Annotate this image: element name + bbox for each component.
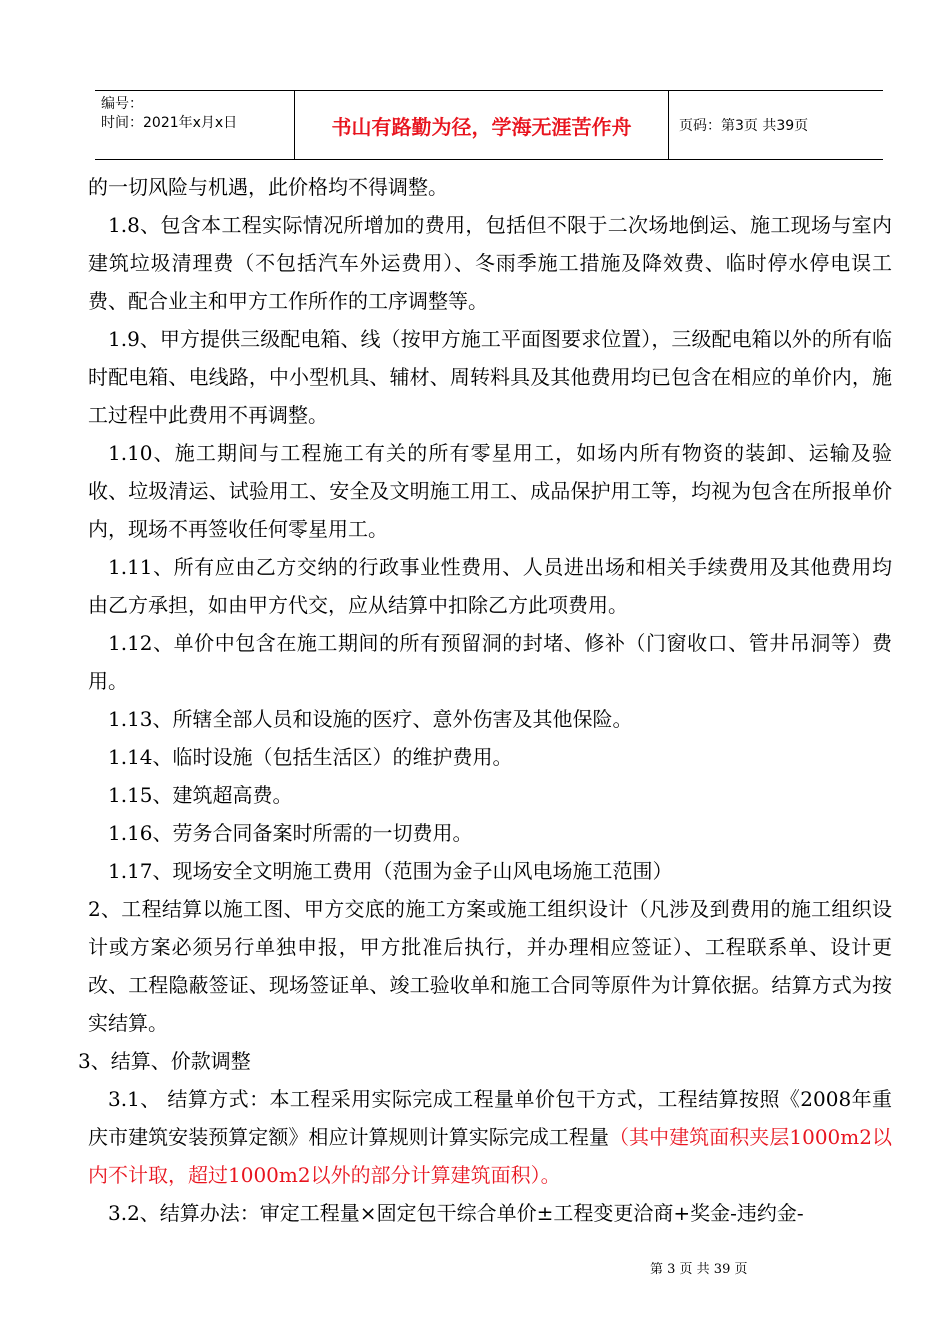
header-page-number: 页码：第3页 共39页 (679, 118, 809, 134)
paragraph: 1.14、临时设施（包括生活区）的维护费用。 (108, 745, 513, 769)
header-meta (95, 91, 295, 159)
paragraph: 1.15、建筑超高费。 (108, 783, 293, 807)
paragraph-3-1 (88, 1080, 892, 1194)
paragraph: 1.9、甲方提供三级配电箱、线（按甲方施工平面图要求位置），三级配电箱以外的所有临时配电箱、电线路，中小型机具、辅材、周转料具及其他费用均已包含在相应的单价内，施工过程中此费用不再调整。 (88, 327, 892, 427)
paragraph: 1.12、单价中包含在施工期间的所有预留洞的封堵、修补（门窗收口、管井吊洞等）费用。 (88, 631, 892, 693)
document-number: 编号： (101, 96, 143, 112)
paragraph: 1.11、所有应由乙方交纳的行政事业性费用、人员进出场和相关手续费用及其他费用均由乙方承担，如由甲方代交，应从结算中扣除乙方此项费用。 (88, 555, 892, 617)
page-header (95, 90, 883, 160)
document-body (78, 168, 892, 1232)
page-footer: 第 3 页 共 39 页 (650, 1262, 748, 1277)
paragraph: 1.16、劳务合同备案时所需的一切费用。 (108, 821, 473, 845)
header-motto: 书山有路勤为径，学海无涯苦作舟 (295, 91, 669, 159)
paragraph: 2、工程结算以施工图、甲方交底的施工方案或施工组织设计（凡涉及到费用的施工组织设计或方案必须另行单独申报，甲方批准后执行，并办理相应签证）、工程联系单、设计更改、工程隐蔽签证、现场签证单、竣工验收单和施工合同等原件为计算依据。结算方式为按实结算。 (88, 897, 892, 1035)
paragraph: 的一切风险与机遇，此价格均不得调整。 (88, 175, 448, 199)
paragraph: 1.8、包含本工程实际情况所增加的费用，包括但不限于二次场地倒运、施工现场与室内建筑垃圾清理费（不包括汽车外运费用）、冬雨季施工措施及降效费、临时停水停电误工费、配合业主和甲方工作所作的工序调整等。 (88, 213, 892, 313)
paragraph-3-1-text: 3.1、 结算方式：本工程采用实际完成工程量单价包干方式，工程结算按照《2008年重庆市建筑安装预算定额》相应计算规则计算实际完成工程量 (88, 1087, 892, 1149)
paragraph: 1.10、施工期间与工程施工有关的所有零星用工，如场内所有物资的装卸、运输及验收、垃圾清运、试验用工、安全及文明施工用工、成品保护用工等，均视为包含在所报单价内，现场不再签收任何零星用工。 (88, 441, 892, 541)
paragraph-3-2: 3.2、结算办法：审定工程量×固定包干综合单价±工程变更洽商+奖金-违约金- (108, 1201, 804, 1225)
document-time: 时间：2021年x月x日 (101, 115, 238, 131)
paragraph-3-1-highlight: （其中建筑面积夹层1000m2以内不计取，超过1000m2以外的部分计算建筑面积）。 (88, 1125, 892, 1187)
paragraph: 1.13、所辖全部人员和设施的医疗、意外伤害及其他保险。 (108, 707, 633, 731)
section-heading: 3、结算、价款调整 (78, 1049, 251, 1073)
paragraph: 1.17、现场安全文明施工费用（范围为金子山风电场施工范围） (108, 859, 673, 883)
